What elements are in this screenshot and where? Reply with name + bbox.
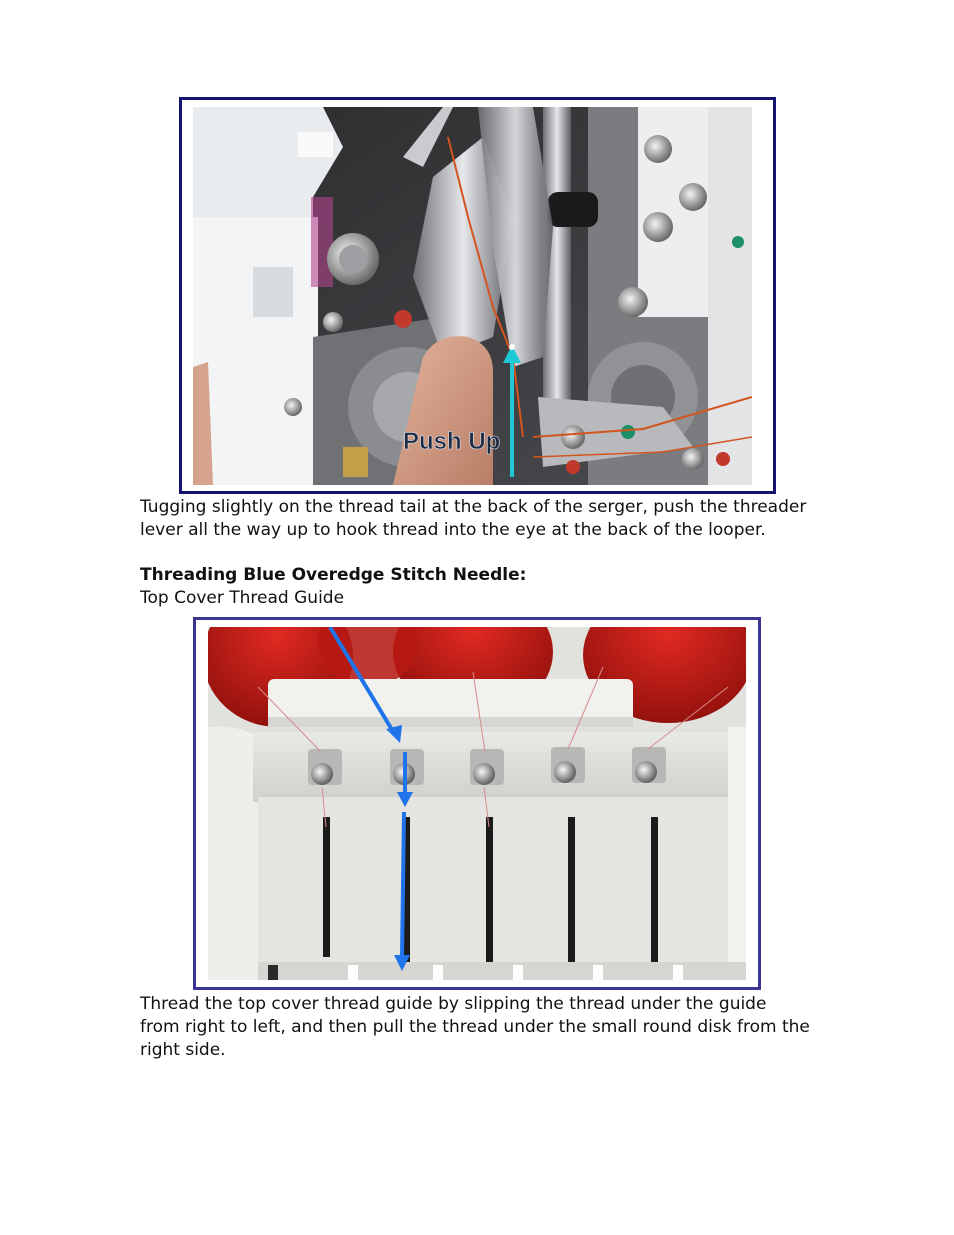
threader-lever-photo: [193, 107, 752, 485]
threader-photo-frame: [179, 97, 776, 494]
thread-guide-caption: Thread the top cover thread guide by slipping the thread under the guide from right to left, and then pull the thread under the small round disk from the right side.: [140, 994, 810, 1060]
threader-caption: Tugging slightly on the thread tail at the back of the serger, push the threader lever all the way up to hook thread into the eye at the back of the looper.: [140, 497, 807, 540]
threader-lever-illustration: [193, 107, 752, 485]
push-up-label: Push Up: [403, 428, 501, 455]
section-subheading: Top Cover Thread Guide: [140, 588, 345, 608]
thread-guide-illustration: [208, 627, 746, 980]
top-cover-thread-guide-photo: [208, 627, 746, 980]
down-arrow: [402, 812, 404, 957]
section-heading: Threading Blue Overedge Stitch Needle:: [140, 565, 527, 585]
thread-guide-photo-frame: [193, 617, 761, 990]
